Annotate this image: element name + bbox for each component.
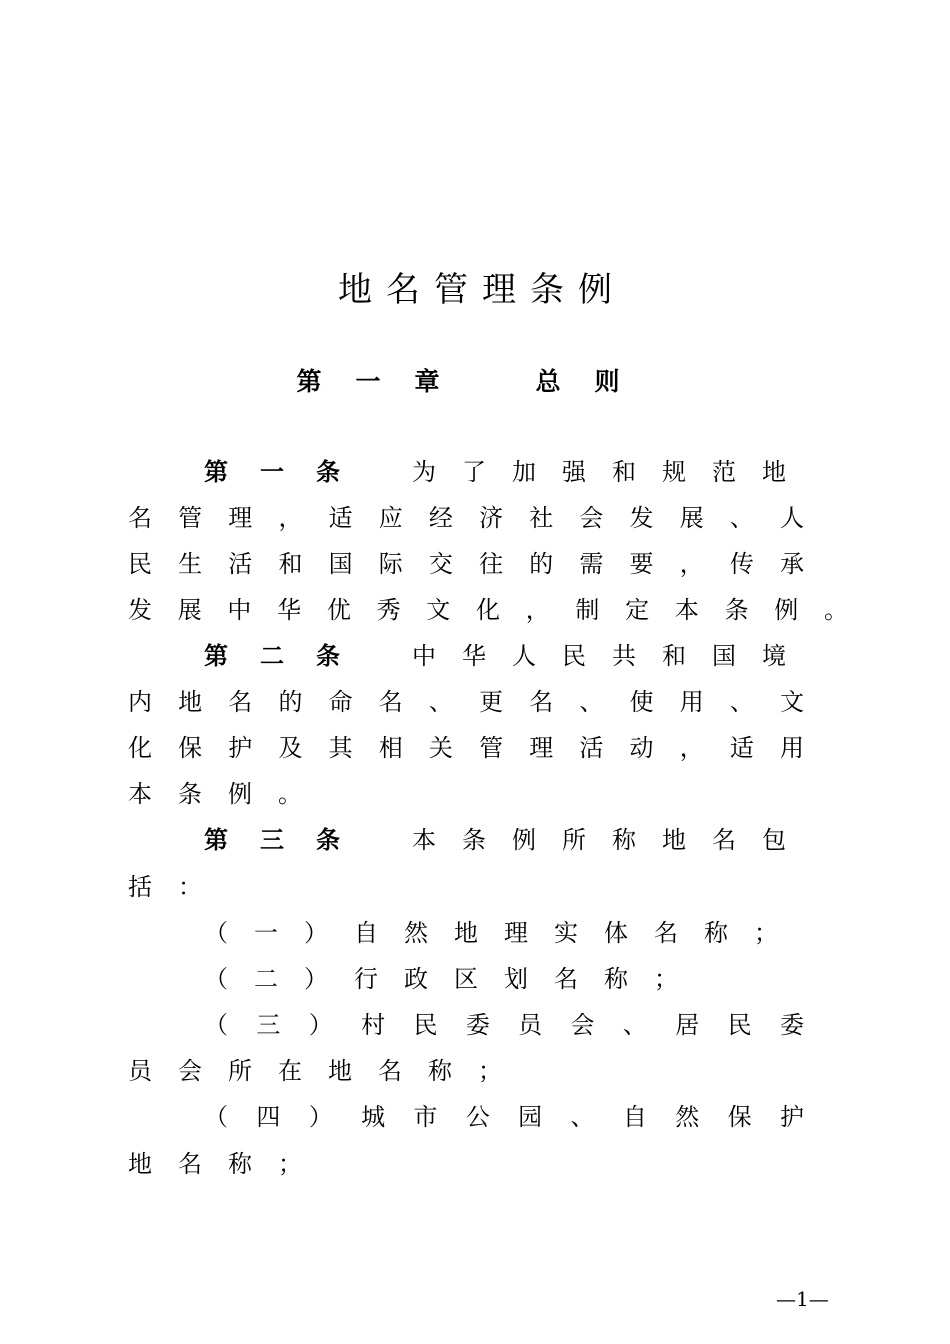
article-1-text-1: 为了加强和规范地 xyxy=(412,458,812,486)
article-1-line-3: 民生活和国际交往的需要，传承 xyxy=(128,550,804,578)
article-2-line-3: 化保护及其相关管理活动，适用 xyxy=(128,734,804,762)
article-3-line-2: 括： xyxy=(128,873,228,901)
article-3-item-3-cont: 员会所在地名称； xyxy=(128,1057,528,1085)
article-1-line-4: 发展中华优秀文化，制定本条例。 xyxy=(128,596,848,624)
article-3-item-4-cont: 地名称； xyxy=(128,1150,328,1178)
chapter-name: 总则 xyxy=(535,367,654,396)
chapter-heading xyxy=(0,362,950,398)
article-3-line-1 xyxy=(204,823,812,857)
article-2-text-1: 中华人民共和国境 xyxy=(412,642,812,670)
article-1-line-2: 名管理，适应经济社会发展、人 xyxy=(128,504,804,532)
document-title: 地名管理条例 xyxy=(338,270,626,310)
article-3-item-2: （二）行政区划名称； xyxy=(204,965,704,993)
article-2-label: 第二条 xyxy=(204,642,372,670)
article-2-line-2: 内地名的命名、更名、使用、文 xyxy=(128,688,804,716)
article-1-label: 第一条 xyxy=(204,458,372,486)
article-2-line-4: 本条例。 xyxy=(128,780,328,808)
article-2-line-1 xyxy=(204,639,812,673)
chapter-number: 第一章 xyxy=(296,367,474,396)
article-1-line-1 xyxy=(204,455,812,489)
article-3-text-1: 本条例所称地名包 xyxy=(412,826,812,854)
page-number: —1— xyxy=(776,1287,829,1311)
article-3-item-4: （四）城市公园、自然保护 xyxy=(204,1103,804,1131)
article-3-item-3: （三）村民委员会、居民委 xyxy=(204,1011,804,1039)
article-3-item-1: （一）自然地理实体名称； xyxy=(204,919,804,947)
article-3-label: 第三条 xyxy=(204,826,372,854)
